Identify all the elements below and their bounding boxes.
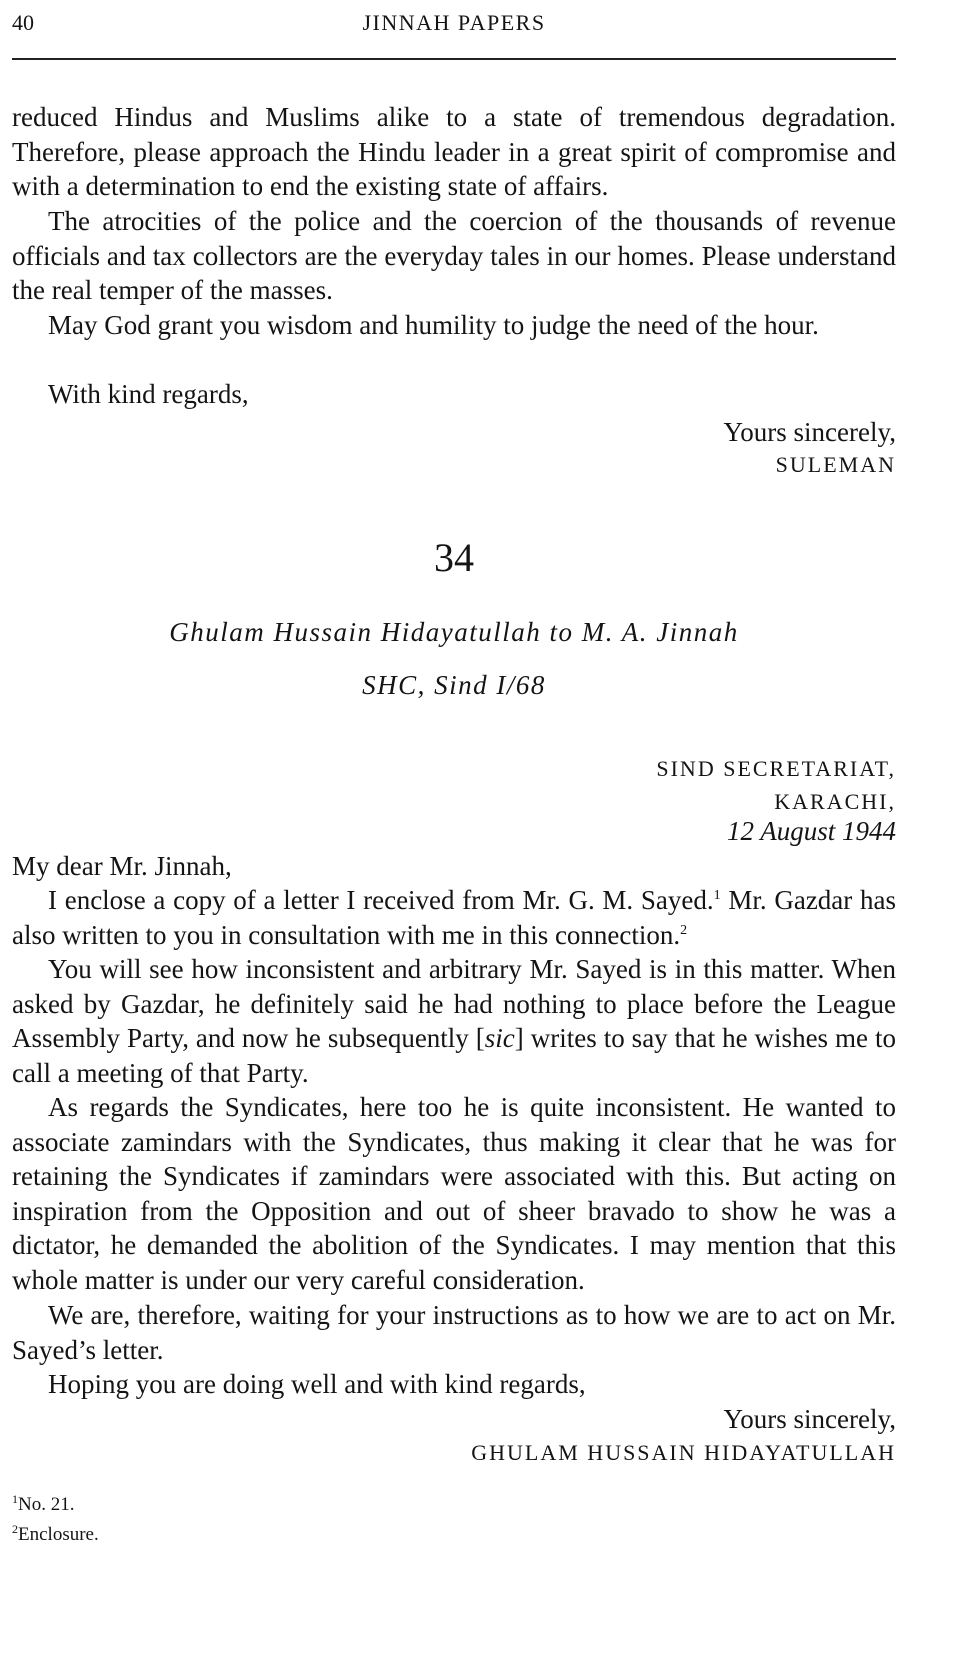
letter33-paragraph-3: May God grant you wisdom and humility to judge the need of the hour.	[48, 310, 819, 340]
letter34-paragraph-1: I enclose a copy of a letter I received from Mr. G. M. Sayed.$^1$ Mr. Gazdar has also written to you in consultation with me in this connection.$^2$	[12, 885, 896, 950]
letter33-closing: Yours sincerely,	[723, 417, 896, 447]
running-title: JINNAH PAPERS	[362, 10, 546, 35]
header-rule	[12, 58, 896, 60]
document-number: 34	[434, 535, 474, 580]
footnote-2: $^2$Enclosure.	[12, 1522, 99, 1545]
letter34-closing: Yours sincerely,	[723, 1404, 896, 1434]
letter34-paragraph-5: Hoping you are doing well and with kind regards,	[48, 1369, 586, 1399]
document-source: SHC, Sind I/68	[362, 670, 546, 700]
address-line-1: SIND SECRETARIAT,	[656, 756, 896, 781]
page-header	[12, 6, 896, 40]
letter33-paragraph-2: The atrocities of the police and the coercion of the thousands of revenue officials and tax collectors are the everyday tales in our homes. Please understand the real temper of the masses.	[12, 206, 896, 306]
salutation: My dear Mr. Jinnah,	[12, 851, 232, 881]
sic-annotation: sic	[484, 1023, 515, 1054]
document-title: Ghulam Hussain Hidayatullah to M. A. Jinnah	[169, 617, 739, 647]
letter34-paragraph-3: As regards the Syndicates, here too he is quite inconsistent. He wanted to associate zamindars with the Syndicates, thus making it clear that he was for retaining the Syndicates if zamindars were associated with this. But acting on inspiration from the Opposition and out of sheer bravado to show he was a dictator, he demanded the abolition of the Syndicates. I may mention that this whole matter is under our very careful consideration.	[12, 1092, 896, 1295]
page-number: 40	[12, 10, 34, 35]
address-line-2: KARACHI,	[774, 789, 896, 814]
letter33-paragraph-1: reduced Hindus and Muslims alike to a state of tremendous degradation. Therefore, please approach the Hindu leader in a great spirit of compromise and with a determination to end the existing state of affairs.	[12, 102, 896, 202]
letter33-signature: SULEMAN	[775, 452, 896, 477]
letter34-signature: GHULAM HUSSAIN HIDAYATULLAH	[471, 1440, 896, 1465]
footnote-ref-2: 2	[680, 922, 688, 938]
footnote-1: $^1$No. 21.	[12, 1492, 75, 1515]
letter34-paragraph-4: We are, therefore, waiting for your instructions as to how we are to act on Mr. Sayed’s letter.	[12, 1300, 896, 1365]
letter34-paragraph-2: You will see how inconsistent and arbitrary Mr. Sayed is in this matter. When asked by Gazdar, he definitely said he had nothing to place before the League Assembly Party, and now he subsequently [sic] writes to say that he wishes me to call a meeting of that Party.	[12, 954, 896, 1088]
letter-date: 12 August 1944	[726, 816, 896, 846]
letter33-paragraph-4: With kind regards,	[48, 379, 249, 409]
footnote-ref-1: 1	[713, 888, 721, 903]
